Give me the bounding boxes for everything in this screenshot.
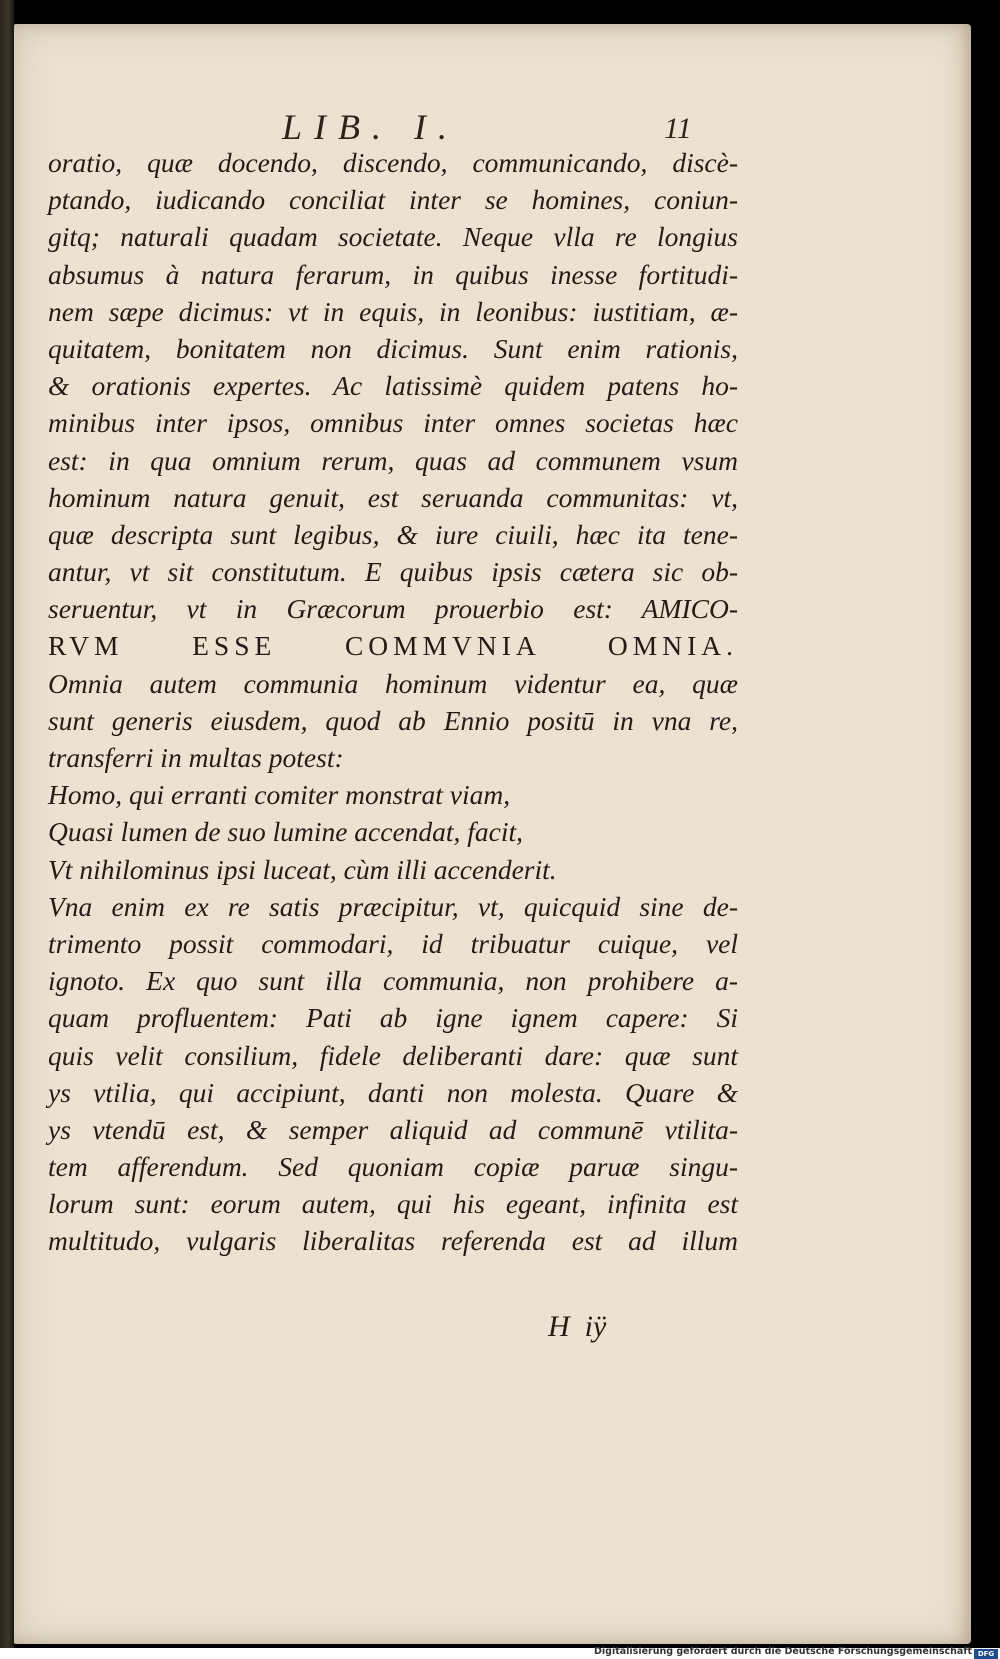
dfg-logo: DFG bbox=[974, 1649, 998, 1659]
text-line: oratio, quæ docendo, discendo, communicando, discè- bbox=[48, 147, 738, 178]
text-line: sunt generis eiusdem, quod ab Ennio positū in vna re, bbox=[48, 704, 738, 736]
verse-line: Vt nihilominus ipsi luceat, cùm illi accenderit. bbox=[48, 853, 557, 885]
verse-line: Quasi lumen de suo lumine accendat, facit, bbox=[48, 816, 524, 848]
signature-mark: H iÿ bbox=[548, 1310, 607, 1343]
text-line: est: in qua omnium rerum, quas ad communem vsum bbox=[48, 444, 738, 476]
text-line: absumus à natura ferarum, in quibus inesse fortitudi- bbox=[48, 258, 738, 290]
text-line: quam profluentem: Pati ab igne ignem capere: Si bbox=[48, 1002, 738, 1034]
text-line: ys vtendū est, & semper aliquid ad communē vtilita- bbox=[48, 1113, 738, 1145]
text-line: Vna enim ex re satis præcipitur, vt, quicquid sine de- bbox=[48, 890, 738, 922]
text-line: ignoto. Ex quo sunt illa communia, non prohibere a- bbox=[48, 965, 738, 997]
text-line: Omnia autem communia hominum videntur ea, quæ bbox=[48, 667, 738, 699]
text-line: quis velit consilium, fidele deliberanti dare: quæ sunt bbox=[48, 1039, 738, 1071]
text-line: ptando, iudicando conciliat inter se homines, coniun- bbox=[48, 184, 738, 216]
text-line: multitudo, vulgaris liberalitas referenda est ad illum bbox=[48, 1225, 738, 1257]
funding-credit: Digitalisierung gefördert durch die Deutsche Forschungsgemeinschaft bbox=[594, 1646, 972, 1657]
book-spine-edge bbox=[0, 0, 14, 1648]
digitization-footer bbox=[0, 1648, 1000, 1659]
body-text bbox=[48, 144, 738, 1260]
text-line: antur, vt sit constitutum. E quibus ipsis cætera sic ob- bbox=[48, 556, 738, 588]
text-line: trimento possit commodari, id tribuatur cuique, vel bbox=[48, 927, 738, 959]
text-line: lorum sunt: eorum autem, qui his egeant, infinita est bbox=[48, 1188, 738, 1220]
text-line: quitatem, bonitatem non dicimus. Sunt enim rationis, bbox=[48, 332, 738, 364]
text-line: nem sæpe dicimus: vt in equis, in leonibus: iustitiam, æ- bbox=[48, 295, 738, 327]
text-line: ys vtilia, qui accipiunt, danti non molesta. Quare & bbox=[48, 1076, 738, 1108]
text-line: seruentur, vt in Græcorum prouerbio est: AMICO- bbox=[48, 593, 738, 625]
page-number: 11 bbox=[664, 112, 692, 145]
text-line: tem afferendum. Sed quoniam copiæ paruæ singu- bbox=[48, 1151, 738, 1183]
text-line: quæ descripta sunt legibus, & iure ciuili, hæc ita tene- bbox=[48, 518, 738, 550]
running-head: LIB. I. bbox=[282, 107, 459, 147]
text-line: minibus inter ipsos, omnibus inter omnes societas hæc bbox=[48, 407, 738, 439]
verse-line: Homo, qui erranti comiter monstrat viam, bbox=[48, 779, 511, 811]
text-line: transferri in multas potest: bbox=[48, 742, 344, 773]
text-line: gitq; naturali quadam societate. Neque vlla re longius bbox=[48, 221, 738, 253]
text-line: & orationis expertes. Ac latissimè quidem patens ho- bbox=[48, 370, 738, 402]
text-line: hominum natura genuit, est seruanda communitas: vt, bbox=[48, 481, 738, 513]
proverb-line: RVM ESSE COMMVNIA OMNIA. bbox=[48, 630, 738, 662]
